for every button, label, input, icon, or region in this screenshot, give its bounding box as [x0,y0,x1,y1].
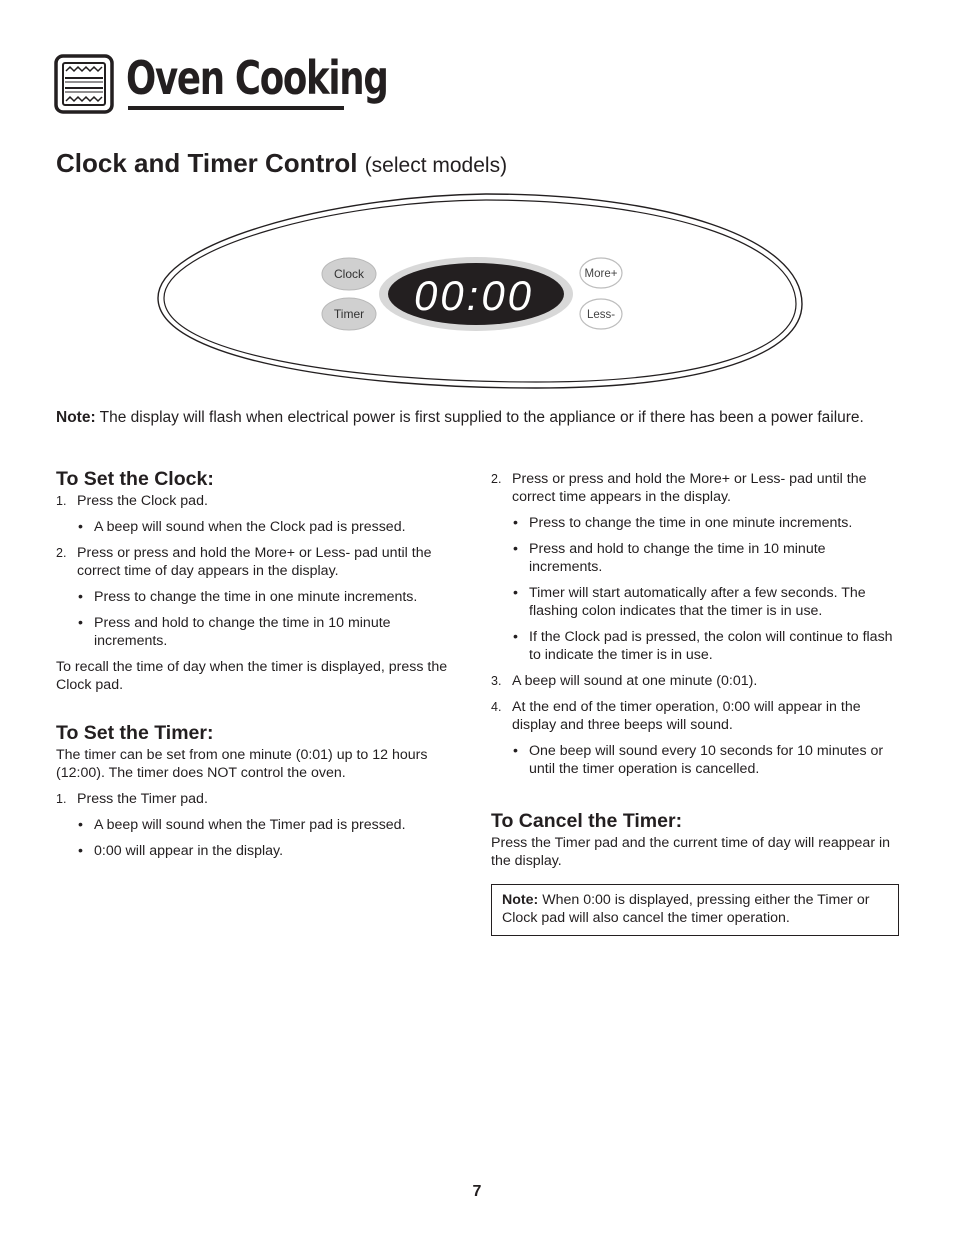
note-box-text: When 0:00 is displayed, pressing either the Timer or Clock pad will also cancel the timer operation. [502,892,870,926]
more-pad[interactable] [580,258,622,288]
bullet-item: • 0:00 will appear in the display. [77,842,456,860]
section-subtitle: (select models) [364,154,508,177]
bullet-item: • Press and hold to change the time in 10 minute increments. [512,540,901,576]
step-number: 4. [491,700,502,714]
set-timer-heading: To Set the Timer: [56,722,214,744]
list-item [491,470,901,664]
recall-clock-text: To recall the time of day when the timer is displayed, press the Clock pad. [56,659,448,693]
left-column [56,466,456,868]
list-item [491,698,901,778]
step-number: 1. [56,792,67,806]
step-text: Press the Timer pad. [77,791,208,807]
step-text: Press or press and hold the More+ or Less- pad until the correct time of day appears in the display. [77,545,432,579]
step-number: 3. [491,674,502,688]
timer-pad-label: Timer [333,307,365,321]
page-number: 7 [472,1183,482,1200]
less-pad-label: Less- [586,309,616,321]
list-item [56,790,456,860]
set-timer-intro: The timer can be set from one minute (0:01) up to 12 hours (12:00). The timer does NOT control the oven. [56,747,428,781]
display-readout: 00:00 [413,272,535,319]
step-number: 1. [56,494,67,508]
header-underline [128,106,344,110]
cancel-timer-text: Press the Timer pad and the current time of day will reappear in the display. [491,835,891,869]
step-number: 2. [56,546,67,560]
step-text: Press or press and hold the More+ or Less- pad until the correct time appears in the display. [512,471,867,505]
set-timer-steps-part2 [491,470,901,778]
bullet-item: • One beep will sound every 10 seconds for 10 minutes or until the timer operation is cancelled. [512,742,901,778]
clock-timer-control-panel [146,188,808,400]
power-failure-note [56,406,936,430]
step-text: At the end of the timer operation, 0:00 will appear in the display and three beeps will sound. [512,699,861,733]
bullet-item: • If the Clock pad is pressed, the colon will continue to flash to indicate the timer is in use. [512,628,901,664]
set-clock-steps [56,492,456,650]
note-box-label: Note: [502,892,539,908]
bullet-item: • Press and hold to change the time in 10 minute increments. [77,614,456,650]
bullet-item: • Timer will start automatically after a few seconds. The flashing colon indicates that the timer is in use. [512,584,901,620]
list-item [56,492,456,536]
less-pad[interactable] [580,299,622,329]
note-text: The display will flash when electrical power is first supplied to the appliance or if there has been a power failure. [95,409,864,426]
section-title [56,146,507,183]
list-item [56,544,456,650]
cancel-timer-heading: To Cancel the Timer: [491,810,683,832]
right-column [491,470,901,936]
bullet-item: • Press to change the time in one minute increments. [77,588,456,606]
clock-pad[interactable] [322,258,376,290]
clock-pad-label: Clock [333,267,365,281]
timer-pad[interactable] [322,298,376,330]
note-label: Note: [56,409,96,426]
step-text: Press the Clock pad. [77,493,208,509]
bullet-item: • A beep will sound when the Timer pad is pressed. [77,816,456,834]
list-item [491,672,901,690]
page-header-title: Oven Cooking [126,51,388,105]
section-title-main: Clock and Timer Control [56,148,358,178]
more-pad-label: More+ [584,268,618,280]
bullet-item: • A beep will sound when the Clock pad is pressed. [77,518,456,536]
set-timer-steps-part1 [56,790,456,860]
bullet-item: • Press to change the time in one minute increments. [512,514,901,532]
oven-icon [54,54,114,114]
timer-display [379,257,573,331]
set-clock-heading: To Set the Clock: [56,468,214,490]
step-number: 2. [491,472,502,486]
cancel-timer-note-box [491,884,899,936]
step-text: A beep will sound at one minute (0:01). [512,673,758,689]
